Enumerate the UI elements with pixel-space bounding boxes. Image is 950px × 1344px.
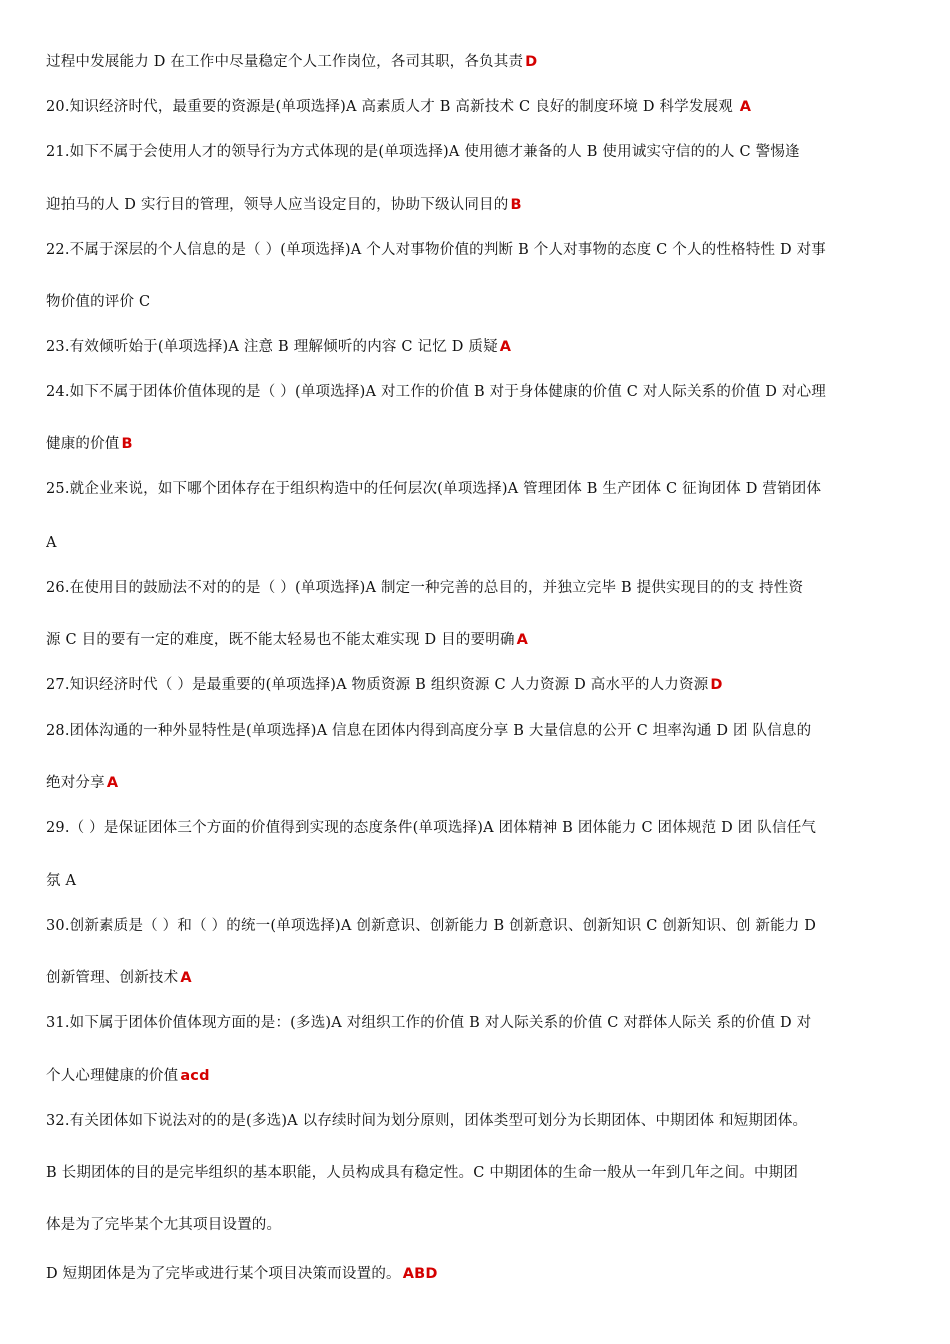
line-text: 20.知识经济时代，最重要的资源是(单项选择)A 高素质人才 B 高新技术 C 良好的制度环境 D 科学发展观 [46, 99, 738, 115]
text-line [46, 1264, 910, 1284]
answer-mark: ABD [402, 1266, 438, 1282]
line-text: 体是为了完毕某个尢其项目设置的。 [46, 1217, 282, 1233]
text-line [46, 675, 910, 695]
line-text: 27.知识经济时代（ ）是最重要的(单项选择)A 物质资源 B 组织资源 C 人力资源 D 高水平的人力资源 [46, 677, 709, 693]
text-line [46, 1215, 910, 1235]
text-line [46, 578, 910, 598]
text-line [46, 721, 910, 741]
line-text: 22.不属于深层的个人信息的是（ ）(单项选择)A 个人对事物价值的判断 B 个人对事物的态度 C 个人的性格特性 D 对事 [46, 242, 826, 258]
text-line [46, 240, 910, 260]
text-line [46, 382, 910, 402]
text-line [46, 292, 910, 312]
text-line [46, 479, 910, 499]
line-text: 26.在使用目的鼓励法不对的的是（ ）(单项选择)A 制定一种完善的总目的，并独立完毕 B 提供实现目的的支 持性资 [46, 580, 804, 596]
text-line [46, 434, 910, 454]
text-line [46, 916, 910, 936]
line-text: B 长期团体的目的是完毕组织的基本职能，人员构成具有稳定性。C 中期团体的生命一般从一年到几年之间。中期团 [46, 1165, 799, 1181]
text-line [46, 142, 910, 162]
line-text: 30.创新素质是（ ）和（ ）的统一(单项选择)A 创新意识、创新能力 B 创新意识、创新知识 C 创新知识、创 新能力 D [46, 918, 817, 934]
line-text: 32.有关团体如下说法对的的是(多选)A 以存续时间为划分原则，团体类型可划分为长期团体、中期团体 和短期团体。 [46, 1113, 808, 1129]
answer-mark: A [499, 339, 512, 355]
line-text: 28.团体沟通的一种外显特性是(单项选择)A 信息在团体内得到高度分享 B 大量信息的公开 C 坦率沟通 D 团 队信息的 [46, 723, 812, 739]
line-text: 迎拍马的人 D 实行目的管理，领导人应当设定目的，协助下级认同目的 [46, 197, 509, 213]
line-text: 过程中发展能力 D 在工作中尽量稳定个人工作岗位，各司其职，各负其责 [46, 54, 524, 70]
line-text: 健康的价值 [46, 436, 120, 452]
answer-mark: B [510, 197, 522, 213]
text-line [46, 871, 910, 891]
text-line [46, 630, 910, 650]
text-line [46, 533, 910, 553]
text-line [46, 1111, 910, 1131]
answer-mark: A [516, 632, 529, 648]
answer-mark: A [739, 99, 752, 115]
text-line [46, 337, 910, 357]
line-text: A [46, 535, 57, 551]
line-text: 物价值的评价 C [46, 294, 151, 310]
line-text: 个人心理健康的价值 [46, 1068, 179, 1084]
answer-mark: D [525, 54, 538, 70]
line-text: 29.（ ）是保证团体三个方面的价值得到实现的态度条件(单项选择)A 团体精神 B 团体能力 C 团体规范 D 团 队信任气 [46, 820, 817, 836]
line-text: D 短期团体是为了完毕或进行某个项目决策而设置的。 [46, 1266, 401, 1282]
text-line [46, 773, 910, 793]
line-text: 24.如下不属于团体价值体现的是（ ）(单项选择)A 对工作的价值 B 对于身体健康的价值 C 对人际关系的价值 D 对心理 [46, 384, 826, 400]
answer-mark: B [121, 436, 133, 452]
line-text: 源 C 目的要有一定的难度，既不能太轻易也不能太难实现 D 目的要明确 [46, 632, 515, 648]
answer-mark: A [180, 970, 192, 986]
text-line [46, 818, 910, 838]
answer-mark: A [106, 775, 119, 791]
line-text: 25.就企业来说，如下哪个团体存在于组织构造中的任何层次(单项选择)A 管理团体 B 生产团体 C 征询团体 D 营销团体 [46, 481, 822, 497]
line-text: 31.如下属于团体价值体现方面的是：(多选)A 对组织工作的价值 B 对人际关系的价值 C 对群体人际关 系的价值 D 对 [46, 1015, 812, 1031]
text-line [46, 1013, 910, 1033]
text-line [46, 968, 910, 988]
text-line [46, 1163, 910, 1183]
line-text: 绝对分享 [46, 775, 105, 791]
answer-mark: D [710, 677, 723, 693]
text-line [46, 1066, 910, 1086]
line-text: 创新管理、创新技术 [46, 970, 179, 986]
answer-mark: acd [180, 1068, 210, 1084]
text-line [46, 52, 910, 72]
line-text: 氛 A [46, 873, 77, 889]
line-text: 21.如下不属于会使用人才的领导行为方式体现的是(单项选择)A 使用德才兼备的人 B 使用诚实守信的的人 C 警惕逢 [46, 144, 800, 160]
text-line [46, 97, 910, 117]
line-text: 23.有效倾听始于(单项选择)A 注意 B 理解倾听的内容 C 记忆 D 质疑 [46, 339, 498, 355]
text-line [46, 195, 910, 215]
